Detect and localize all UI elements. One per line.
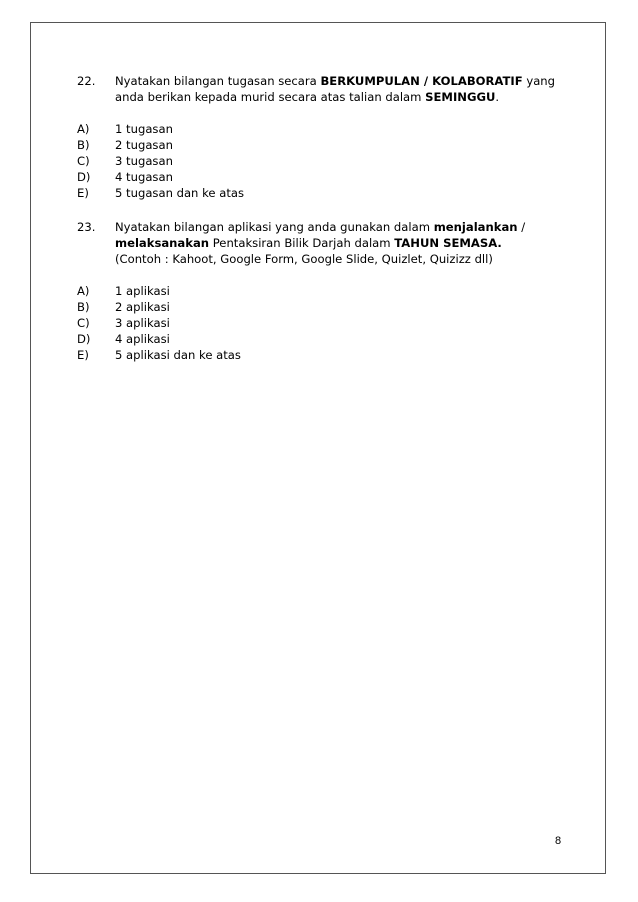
question-text-part-bold: SEMINGGU [425, 90, 496, 104]
option-text: 5 tugasan dan ke atas [115, 186, 245, 200]
page-number: 8 [555, 835, 562, 847]
question-text-part: Nyatakan bilangan aplikasi yang anda gunakan dalam [115, 220, 434, 234]
option-d [77, 169, 577, 185]
option-c [77, 315, 577, 331]
question-text [115, 73, 577, 105]
question-text-part: Pentaksiran Bilik Darjah dalam [209, 236, 395, 250]
question-text-part-bold: melaksanakan [115, 236, 210, 250]
question-23 [77, 219, 577, 267]
options-list-23 [77, 283, 577, 363]
question-text-part-bold: BERKUMPULAN / KOLABORATIF [320, 74, 523, 88]
question-text-part-bold: menjalankan [433, 220, 518, 234]
option-letter: E) [77, 186, 89, 200]
option-text: 3 aplikasi [115, 316, 170, 330]
option-text: 2 aplikasi [115, 300, 170, 314]
question-example: (Contoh : Kahoot, Google Form, Google Slide, Quizlet, Quizizz dll) [115, 252, 493, 266]
option-letter: B) [77, 138, 90, 152]
question-text-part: Nyatakan bilangan tugasan secara [115, 74, 321, 88]
question-text-part: yang anda berikan kepada murid secara atas talian dalam [115, 74, 556, 104]
option-letter: E) [77, 348, 89, 362]
option-text: 2 tugasan [115, 138, 173, 152]
question-text [115, 219, 577, 267]
option-letter: D) [77, 332, 91, 346]
option-text: 4 aplikasi [115, 332, 170, 346]
option-e [77, 347, 577, 363]
option-letter: D) [77, 170, 91, 184]
option-text: 3 tugasan [115, 154, 173, 168]
question-text-part-bold: TAHUN SEMASA. [394, 236, 502, 250]
option-b [77, 299, 577, 315]
option-text: 5 aplikasi dan ke atas [115, 348, 241, 362]
option-letter: C) [77, 316, 90, 330]
question-22 [77, 73, 577, 105]
question-number: 22. [77, 74, 96, 88]
question-text-part: . [495, 90, 500, 104]
option-letter: B) [77, 300, 90, 314]
option-a [77, 283, 577, 299]
document-content [77, 73, 577, 363]
options-list-22 [77, 121, 577, 201]
option-letter: C) [77, 154, 90, 168]
option-text: 4 tugasan [115, 170, 173, 184]
option-d [77, 331, 577, 347]
option-b [77, 137, 577, 153]
option-letter: A) [77, 122, 90, 136]
question-text-part: / [517, 220, 526, 234]
option-text: 1 tugasan [115, 122, 173, 136]
question-number: 23. [77, 220, 96, 234]
option-letter: A) [77, 284, 90, 298]
option-text: 1 aplikasi [115, 284, 170, 298]
option-a [77, 121, 577, 137]
option-c [77, 153, 577, 169]
option-e [77, 185, 577, 201]
